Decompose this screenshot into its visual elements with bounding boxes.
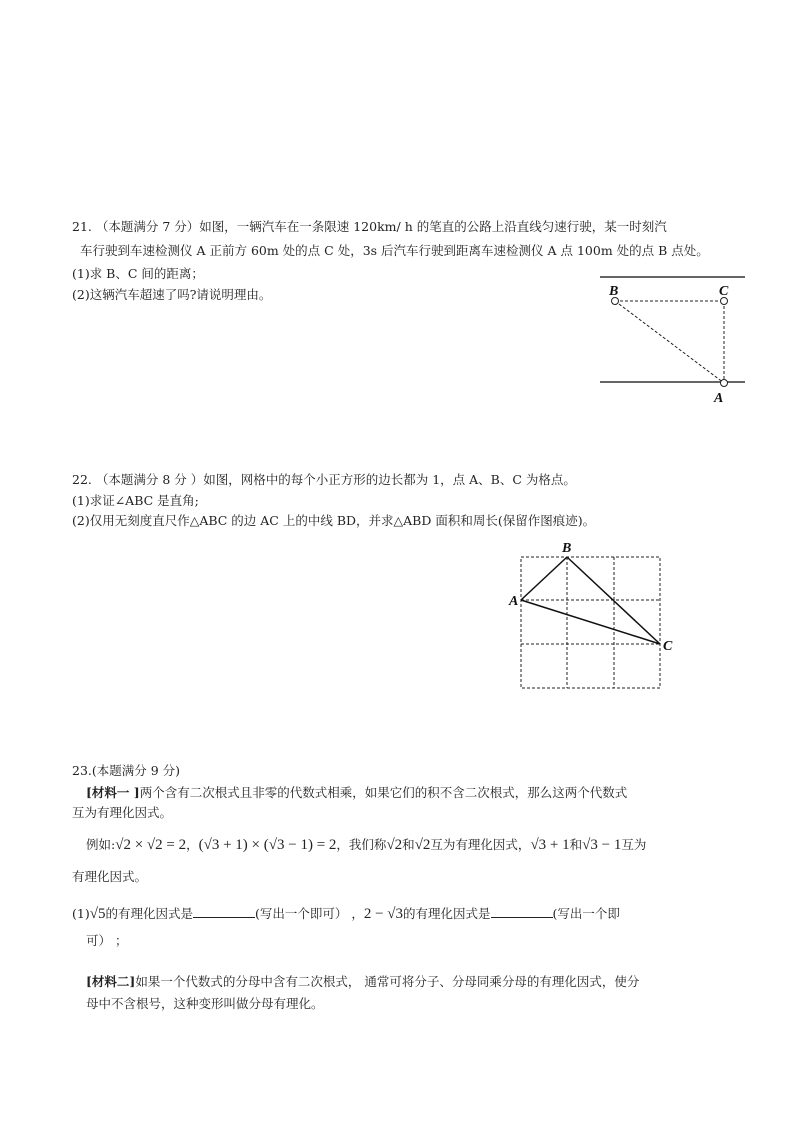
example-root2b: √2: [414, 837, 431, 853]
label-a: A: [509, 594, 519, 609]
part1-text: 的有理化因式是: [105, 906, 193, 921]
part1-expr2: 2 − √3: [363, 906, 404, 922]
material2: [86, 974, 639, 990]
part1-root5: √5: [89, 906, 106, 922]
part1-cont: 可） ；: [86, 933, 128, 948]
q22-line1: 22. （本题满分 8 分 ）如图，网格中的每个小正方形的边长都为 1，点 A、B、C 为格点。: [72, 472, 576, 487]
example-text: 和: [402, 837, 415, 852]
q22-sub1: (1)求证∠ABC 是直角;: [72, 493, 199, 508]
side-ac: [521, 600, 660, 644]
q21-sub2: (2)这辆汽车超速了吗?请说明理由。: [72, 287, 272, 302]
example-line: [86, 837, 646, 853]
material2-cont: 母中不含根号，这种变形叫做分母有理化。: [86, 996, 324, 1011]
example-text: 互为有理化因式，: [430, 837, 531, 852]
example-text: 和: [569, 837, 583, 852]
example-prefix: 例如:: [86, 837, 116, 852]
material1-tag: [材料一 ]: [86, 785, 140, 800]
answer-blank-2[interactable]: [491, 905, 553, 918]
point-a: [721, 380, 728, 387]
example-text: ，我们称: [336, 837, 387, 852]
example-cont: 有理化因式。: [72, 869, 148, 884]
q21-line2: 车行驶到车速检测仪 A 正前方 60m 处的点 C 处，3s 后汽车行驶到距离车速检测仪 A 点 100m 处的点 B 点处。: [80, 243, 709, 258]
answer-blank-1[interactable]: [193, 905, 255, 918]
q23-title: 23.(本题满分 9 分): [72, 763, 181, 778]
example-root3-minus: √3 − 1: [582, 837, 622, 853]
example-expr1: √2 × √2 = 2: [115, 837, 187, 853]
example-expr2: (√3 + 1) × (√3 − 1) = 2: [198, 837, 337, 853]
q21-figure: [600, 277, 745, 406]
label-c: C: [719, 284, 729, 299]
material2-text: 如果一个代数式的分母中含有二次根式， 通常可将分子、分母同乘分母的有理化因式，使分: [135, 974, 640, 989]
label-b: B: [562, 541, 572, 556]
q22-sub2: (2)仅用无刻度直尺作△ABC 的边 AC 上的中线 BD，并求△ABD 面积和周长(保留作图痕迹)。: [72, 513, 596, 528]
part1-hint: (写出一个即可） ，: [254, 906, 364, 921]
part1-prefix: (1): [72, 906, 90, 921]
example-root2a: √2: [386, 837, 403, 853]
example-sep: ，: [186, 837, 199, 852]
part1-hint: (写出一个即: [552, 906, 620, 921]
example-root3-plus: √3 + 1: [530, 837, 570, 853]
label-c: C: [663, 639, 673, 654]
segment-ba: [615, 301, 724, 383]
material2-tag: [材料二]: [86, 974, 136, 989]
material1-text: 两个含有二次根式且非零的代数式相乘，如果它们的积不含二次根式，那么这两个代数式: [139, 785, 628, 800]
q21-sub1: (1)求 B、C 间的距离；: [72, 266, 204, 281]
example-text: 互为: [621, 837, 647, 852]
q21-line1: 21. （本题满分 7 分）如图，一辆汽车在一条限速 120km/ h 的笔直的公路上沿直线匀速行驶，某一时刻汽: [72, 219, 667, 234]
label-b: B: [609, 284, 619, 299]
material1-cont: 互为有理化因式。: [72, 805, 173, 820]
part1-text: 的有理化因式是: [403, 906, 491, 921]
material1: [86, 785, 627, 801]
side-ab: [521, 557, 567, 600]
label-a: A: [714, 391, 724, 406]
part1-line: [72, 905, 620, 922]
